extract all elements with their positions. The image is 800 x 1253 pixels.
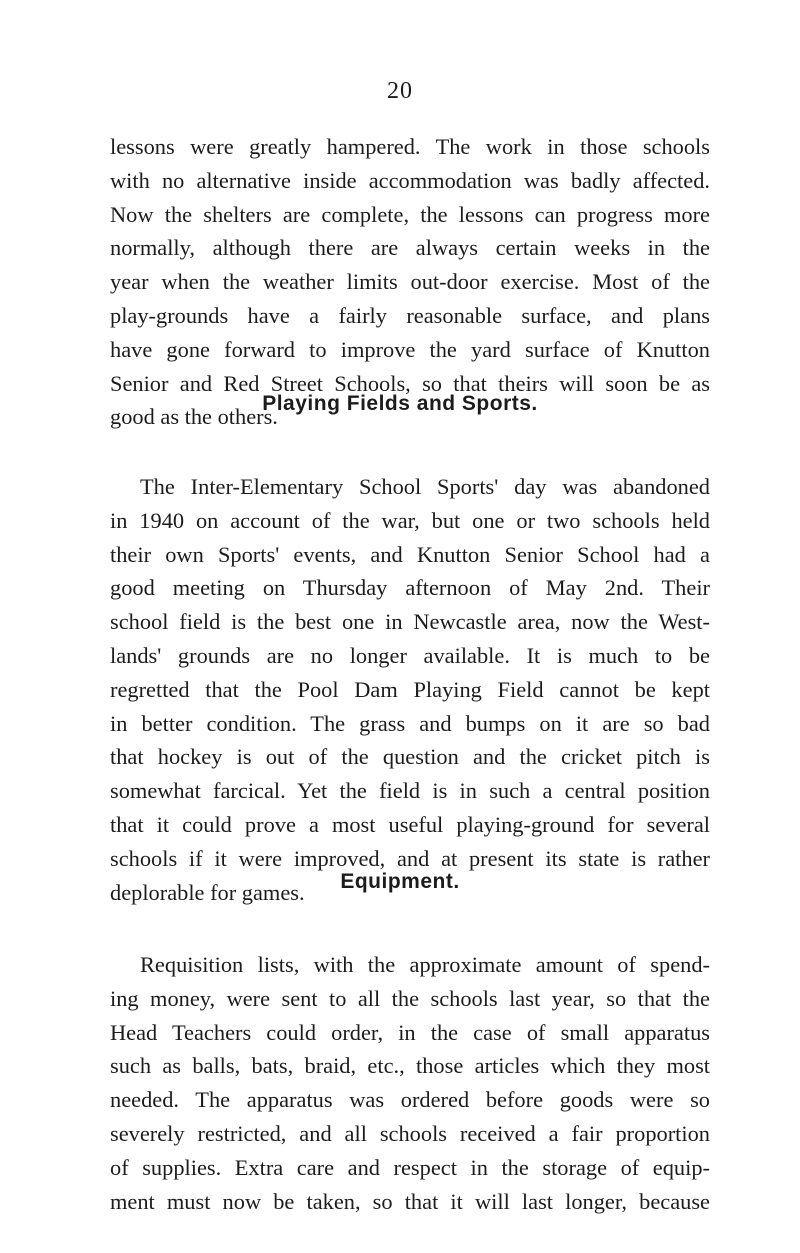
text-line: good as the others. [110,404,278,430]
text-line: regretted that the Pool Dam Playing Field cannot be kept [110,676,710,702]
text-line: schools if it were improved, and at present its state is rather [110,845,710,871]
text-line: severely restricted, and all schools received a fair proportion [110,1120,710,1146]
text-line: Now the shelters are complete, the lessons can progress more [110,201,710,227]
text-line: good meeting on Thursday afternoon of May 2nd. Their [110,575,710,601]
text-line: in 1940 on account of the war, but one or two schools held [110,507,710,533]
page-number: 20 [387,78,413,104]
paragraph-equipment [110,948,710,1218]
text-line: play-grounds have a fairly reasonable surface, and plans [110,302,710,328]
text-line: Senior and Red Street Schools, so that theirs will soon be as [110,370,710,396]
text-line: deplorable for games. [110,879,305,905]
text-line: with no alternative inside accommodation was badly affected. [110,167,710,193]
text-line: ment must now be taken, so that it will last longer, because [110,1188,710,1214]
text-line: Requisition lists, with the approximate amount of spend- [140,952,710,977]
heading-playing-fields: Playing Fields and Sports. [262,392,538,415]
text-line: normally, although there are always certain weeks in the [110,235,710,261]
text-line: needed. The apparatus was ordered before goods were so [110,1087,710,1113]
text-line: of supplies. Extra care and respect in the storage of equip- [110,1154,710,1180]
paragraph-playing-fields [110,470,710,909]
text-line: school field is the best one in Newcastle area, now the West- [110,609,710,635]
text-line: The Inter-Elementary School Sports' day was abandoned [140,474,710,499]
text-line: year when the weather limits out-door exercise. Most of the [110,269,710,295]
heading-equipment: Equipment. [340,870,460,893]
text-line: ing money, were sent to all the schools last year, so that the [110,985,710,1011]
text-line: their own Sports' events, and Knutton Senior School had a [110,541,710,567]
text-line: lands' grounds are no longer available. It is much to be [110,642,710,668]
text-line: that hockey is out of the question and the cricket pitch is [110,744,710,770]
text-line: Head Teachers could order, in the case of small apparatus [110,1019,710,1045]
text-line: have gone forward to improve the yard surface of Knutton [110,336,710,362]
text-line: such as balls, bats, braid, etc., those articles which they most [110,1053,710,1079]
text-line: in better condition. The grass and bumps on it are so bad [110,710,710,736]
text-line: somewhat farcical. Yet the field is in such a central position [110,778,710,804]
text-line: lessons were greatly hampered. The work in those schools [110,134,710,159]
paragraph-shelters [110,130,710,434]
text-line: that it could prove a most useful playing-ground for several [110,811,710,837]
